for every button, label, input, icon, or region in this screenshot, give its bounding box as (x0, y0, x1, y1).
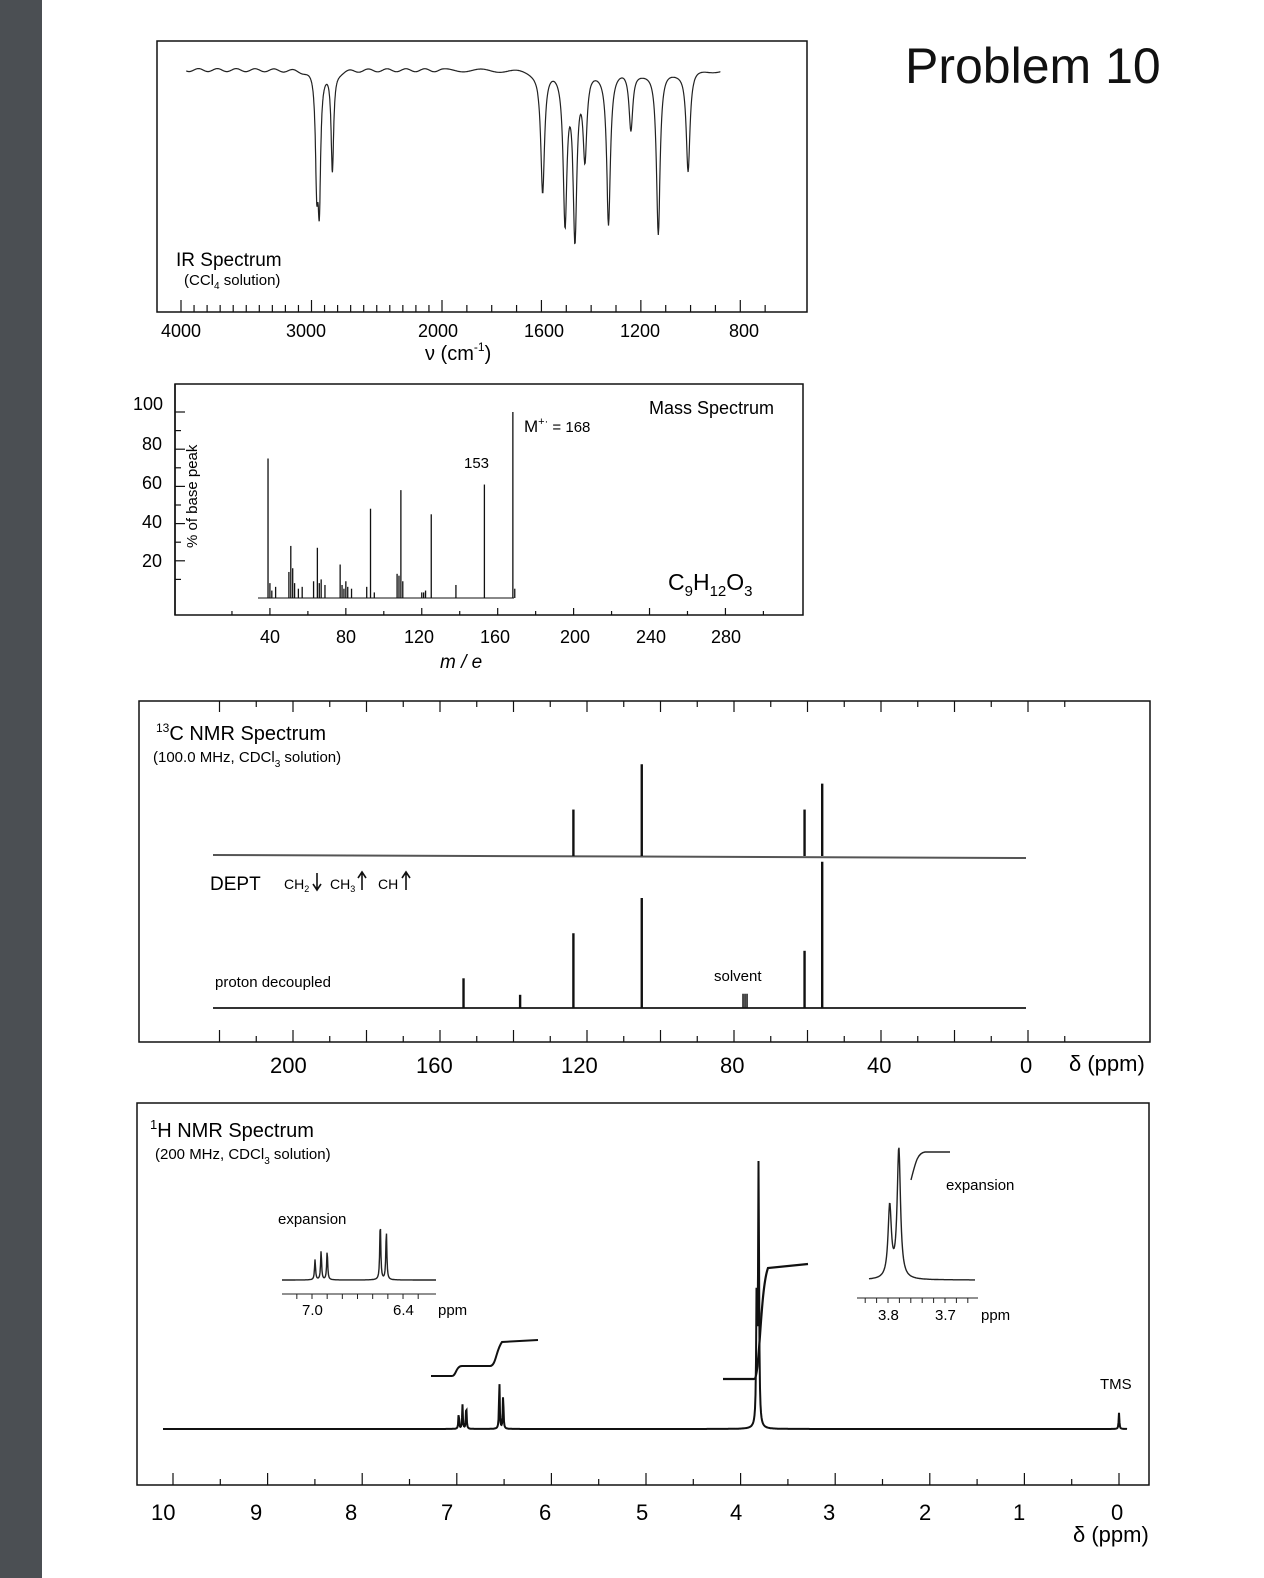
expansion-tick-label: 3.8 (878, 1307, 899, 1324)
ir-tick-label: 1600 (524, 321, 565, 341)
ms-xtick-label: 280 (711, 627, 742, 647)
ms-xtick-label: 160 (480, 627, 511, 647)
ir-trace (186, 69, 720, 244)
expansion-label-aromatic: expansion (278, 1211, 347, 1228)
ms-ytick-label: 100 (133, 394, 164, 414)
ms-panel (133, 384, 803, 673)
cnmr-tick-label: 40 (867, 1053, 892, 1078)
cnmr-bottom-ticks (220, 1030, 1065, 1042)
ms-ytick-label: 80 (142, 434, 163, 454)
solvent-label: solvent (714, 968, 762, 985)
hnmr-tick-label: 6 (539, 1500, 552, 1525)
cnmr-title: $^{13}$C NMR Spectrum (156, 721, 327, 745)
ms-title: Mass Spectrum (649, 398, 775, 418)
ir-tick-label: 4000 (161, 321, 202, 341)
hnmr-tick-label: 1 (1013, 1500, 1026, 1525)
ir-tick-label: 3000 (286, 321, 327, 341)
cnmr-tick-label: 120 (561, 1053, 598, 1078)
up-arrow-icon (402, 872, 410, 890)
hnmr-tick-label: 5 (636, 1500, 649, 1525)
ms-ytick-label: 60 (142, 473, 163, 493)
cnmr-tick-label: 80 (720, 1053, 745, 1078)
dept-ch-legend: CH (378, 876, 399, 892)
cnmr-top-ticks (220, 701, 1065, 712)
problem-title: Problem 10 (905, 38, 1161, 94)
ms-ytick-label: 40 (142, 512, 163, 532)
ms-x-ticks (232, 608, 763, 615)
expansion-integral-methoxy (911, 1152, 950, 1180)
hnmr-conditions: (200 MHz, CDCl$_3$ solution) (155, 1146, 331, 1167)
ms-xtick-label: 40 (260, 627, 281, 647)
ir-tick-label: 1200 (620, 321, 661, 341)
cnmr-panel (139, 701, 1150, 1078)
ms-xtick-label: 240 (636, 627, 667, 647)
ms-ylabel: % of base peak (184, 444, 201, 548)
ms-molecular-ion-label: M+· = 168 (524, 416, 591, 436)
integral-trace-methoxy (723, 1264, 808, 1379)
hnmr-tick-label: 9 (250, 1500, 263, 1525)
hnmr-tick-label: 8 (345, 1500, 358, 1525)
expansion-ticks-methoxy (865, 1298, 968, 1303)
expansion-ticks-aromatic (297, 1294, 418, 1299)
dept-label: DEPT (210, 874, 261, 895)
dept-baseline (213, 855, 1026, 858)
hnmr-tick-label: 10 (151, 1500, 176, 1525)
ms-ytick-label: 20 (142, 551, 163, 571)
down-arrow-icon (313, 873, 321, 890)
expansion-tick-label: 6.4 (393, 1302, 414, 1319)
hnmr-title: $^1$H NMR Spectrum (150, 1117, 314, 1142)
ms-peak-label: 153 (464, 455, 490, 472)
cnmr-conditions: (100.0 MHz, CDCl$_3$ solution) (153, 749, 342, 770)
up-arrow-icon (358, 872, 366, 890)
ir-panel (157, 41, 807, 365)
ms-formula: $C_9H_{12}O_3$ (668, 569, 753, 600)
ir-title: IR Spectrum (176, 250, 282, 271)
hnmr-tick-label: 2 (919, 1500, 932, 1525)
ir-solution-label: (CCl$_4$ solution) (184, 272, 281, 292)
expansion-tick-label: 7.0 (302, 1302, 323, 1319)
ms-bars (268, 412, 515, 598)
dept-ch3-legend: $CH_3$ (330, 876, 356, 894)
ms-xtick-label: 80 (336, 627, 357, 647)
expansion-trace-aromatic (282, 1229, 436, 1280)
expansion-tick-label: 3.7 (935, 1307, 956, 1324)
ms-xtick-label: 200 (560, 627, 591, 647)
hnmr-tick-label: 3 (823, 1500, 836, 1525)
expansion-trace-methoxy (869, 1148, 975, 1280)
dept-peaks (573, 764, 822, 856)
hnmr-axis-label: δ (ppm) (1073, 1522, 1149, 1547)
hnmr-tick-label: 0 (1111, 1500, 1124, 1525)
cnmr-tick-label: 200 (270, 1053, 307, 1078)
ir-axis-label: ν $(cm^{-1})$ (425, 340, 492, 365)
hnmr-tick-label: 7 (441, 1500, 454, 1525)
cnmr-tick-label: 0 (1020, 1053, 1033, 1078)
hnmr-panel (137, 1103, 1149, 1547)
hnmr-trace (163, 1161, 1127, 1429)
hnmr-axis-ticks (173, 1473, 1119, 1485)
cnmr-tick-label: 160 (416, 1053, 453, 1078)
hnmr-tick-label: 4 (730, 1500, 743, 1525)
ir-tick-label: 800 (729, 321, 760, 341)
ir-tick-label: 2000 (418, 321, 459, 341)
ms-xlabel: m / e (440, 652, 483, 673)
expansion-label-methoxy: expansion (946, 1177, 1015, 1194)
decoupled-peaks (464, 862, 823, 1008)
ir-axis-ticks (181, 300, 765, 312)
integral-trace-aromatic (431, 1340, 538, 1376)
expansion-ppm-label: ppm (438, 1302, 468, 1319)
expansion-ppm-label: ppm (981, 1307, 1011, 1324)
cnmr-axis-label: δ (ppm) (1069, 1051, 1145, 1076)
dept-ch2-legend: $CH_2$ (284, 876, 310, 894)
ms-xtick-label: 120 (404, 627, 435, 647)
decoupled-label: proton decoupled (215, 974, 331, 991)
tms-label: TMS (1100, 1376, 1132, 1393)
